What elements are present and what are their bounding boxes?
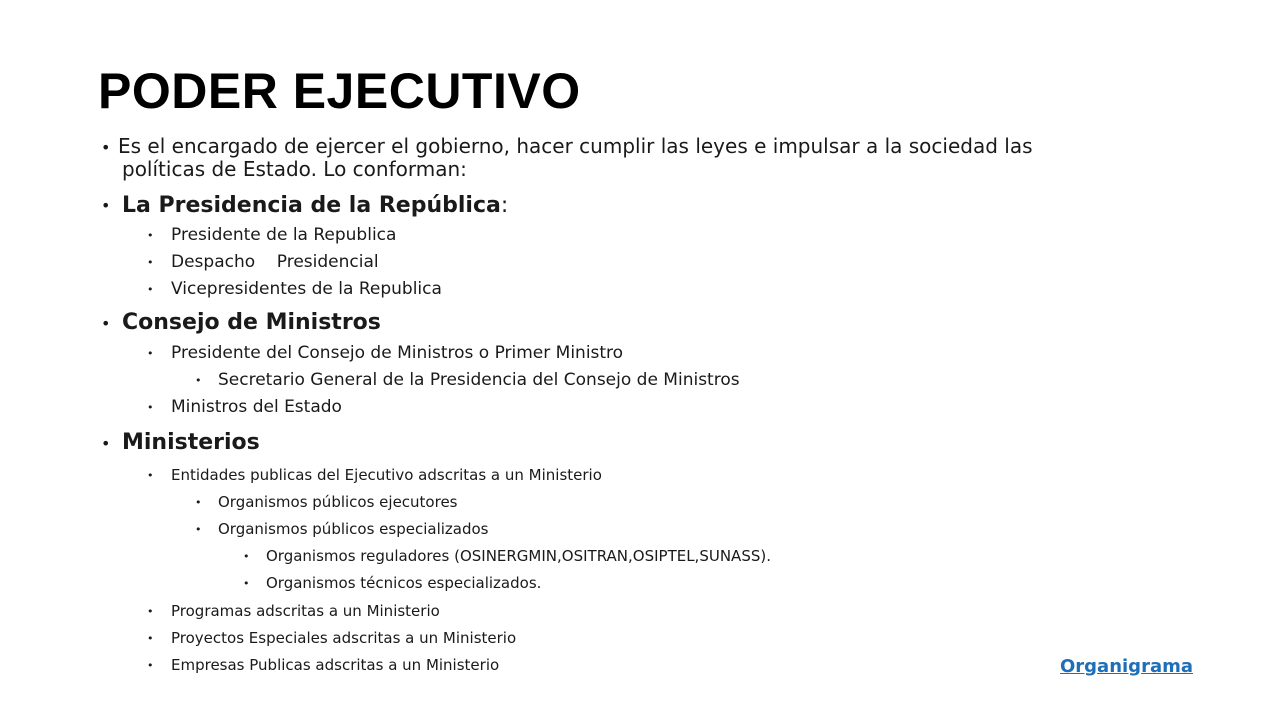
bullet-icon: • <box>147 401 154 414</box>
consejo-heading: Consejo de Ministros <box>122 310 381 335</box>
ministerios-heading: Ministerios <box>122 430 260 455</box>
bullet-icon: • <box>147 469 154 482</box>
presidencia-heading <box>122 193 508 218</box>
bullet-icon: • <box>101 138 111 157</box>
ministerios-item-2: Programas adscritas a un Ministerio <box>171 602 440 620</box>
consejo-item-1: Presidente del Consejo de Ministros o Primer Ministro <box>171 343 624 363</box>
consejo-item-2: Ministros del Estado <box>171 397 342 417</box>
ministerios-item-1: Entidades publicas del Ejecutivo adscritas a un Ministerio <box>171 466 602 484</box>
slide-title: PODER EJECUTIVO <box>98 63 581 119</box>
bullet-icon: • <box>195 523 202 536</box>
presidencia-heading-colon: : <box>500 193 509 218</box>
bullet-icon: • <box>147 659 154 672</box>
bullet-icon: • <box>147 347 154 360</box>
bullet-icon: • <box>147 605 154 618</box>
ministerios-sub-sub-item-1: Organismos reguladores (OSINERGMIN,OSITRAN,OSIPTEL,SUNASS). <box>266 547 771 565</box>
ministerios-item-3: Proyectos Especiales adscritas a un Ministerio <box>171 629 517 647</box>
bullet-icon: • <box>147 229 154 242</box>
bullet-icon: • <box>101 196 111 215</box>
presidencia-item-2: Despacho Presidencial <box>171 252 379 272</box>
presidencia-item-3: Vicepresidentes de la Republica <box>171 279 442 299</box>
ministerios-sub-item-2: Organismos públicos especializados <box>218 520 489 538</box>
bullet-icon: • <box>195 374 202 387</box>
bullet-icon: • <box>243 550 250 563</box>
bullet-icon: • <box>101 314 111 333</box>
bullet-icon: • <box>195 496 202 509</box>
intro-line-1: Es el encargado de ejercer el gobierno, hacer cumplir las leyes e impulsar a la sociedad las <box>118 134 1033 158</box>
bullet-icon: • <box>147 256 154 269</box>
ministerios-sub-item-1: Organismos públicos ejecutores <box>218 493 458 511</box>
bullet-icon: • <box>147 283 154 296</box>
organigrama-link[interactable]: Organigrama <box>1059 656 1193 677</box>
bullet-icon: • <box>101 434 111 453</box>
bullet-icon: • <box>147 632 154 645</box>
ministerios-sub-sub-item-2: Organismos técnicos especializados. <box>266 574 542 592</box>
presidencia-item-1: Presidente de la Republica <box>171 225 397 245</box>
bullet-icon: • <box>243 577 250 590</box>
intro-line-2: políticas de Estado. Lo conforman: <box>122 157 467 181</box>
consejo-sub-item-1: Secretario General de la Presidencia del Consejo de Ministros <box>218 370 740 390</box>
ministerios-item-4: Empresas Publicas adscritas a un Ministerio <box>171 656 500 674</box>
presidencia-heading-text: La Presidencia de la República <box>122 193 501 218</box>
